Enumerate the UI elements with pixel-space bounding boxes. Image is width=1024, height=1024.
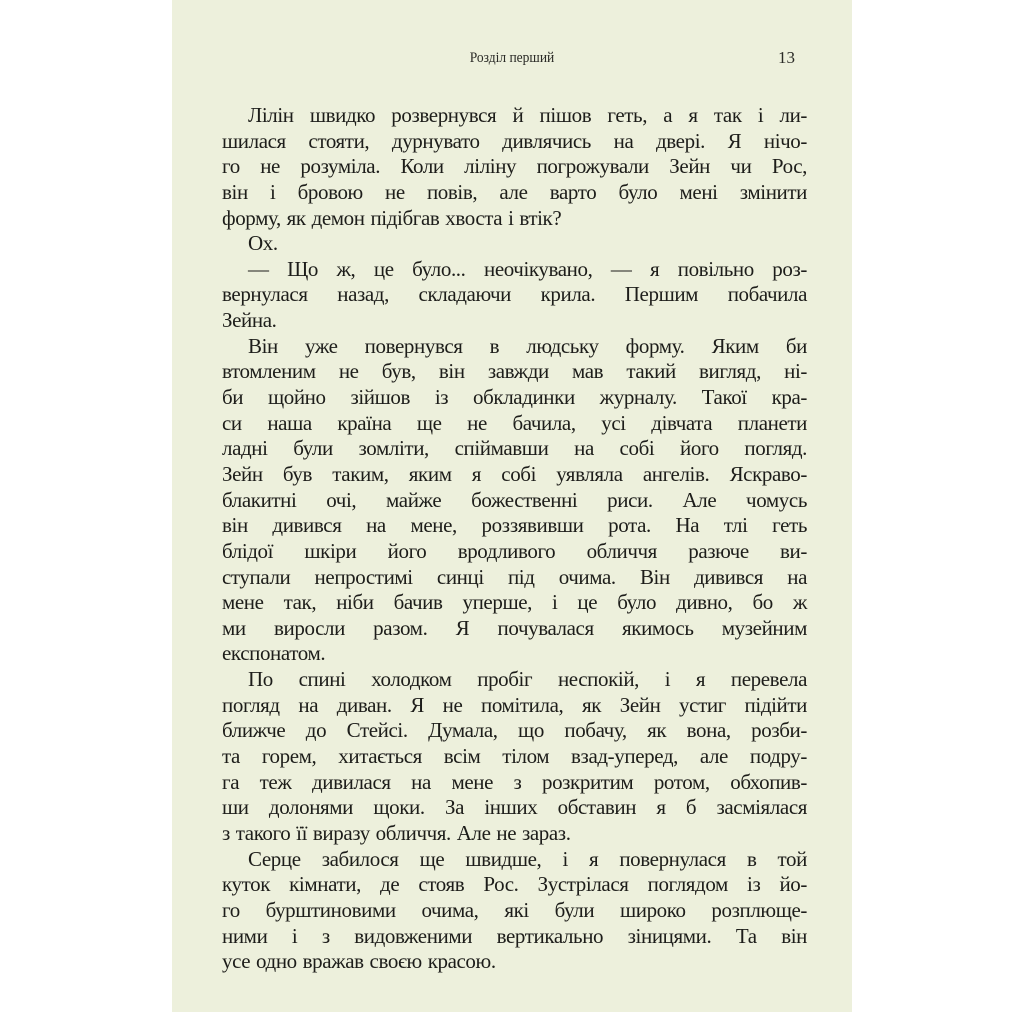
- text-line: погляд на диван. Я не помітила, як Зейн устиг підійти: [222, 692, 807, 717]
- text-line: га теж дивилася на мене з розкритим ротом, обхопив-: [222, 769, 807, 794]
- text-line: експонатом.: [222, 641, 326, 666]
- text-line: форму, як демон підібгав хвоста і втік?: [222, 205, 562, 230]
- text-line: — Що ж, це було... неочікувано, — я повільно роз-: [248, 256, 807, 281]
- text-line: з такого її виразу обличчя. Але не зараз.: [222, 820, 571, 845]
- text-line: ближче до Стейсі. Думала, що побачу, як вона, розби-: [222, 718, 807, 743]
- text-line: си наша країна ще не бачила, усі дівчата планети: [222, 410, 807, 435]
- text-line: ними і з видовженими вертикально зіницями. Та він: [222, 923, 807, 948]
- text-line: Зейн був таким, яким я собі уявляла ангелів. Яскраво-: [222, 461, 807, 486]
- text-line: Серце забилося ще швидше, і я повернулася в той: [248, 846, 807, 871]
- text-line: ши долонями щоки. За інших обставин я б засміялася: [222, 795, 807, 820]
- text-line: Лілін швидко розвернувся й пішов геть, а я так і ли-: [248, 103, 807, 127]
- text-line: блідої шкіри його вродливого обличчя разюче ви-: [222, 538, 807, 563]
- text-line: Він уже повернувся в людську форму. Яким би: [248, 333, 807, 358]
- text-line: ступали непростимі синці під очима. Він дивився на: [222, 564, 807, 589]
- text-line: він і бровою не повів, але варто було мені змінити: [222, 179, 807, 204]
- running-title: Розділ перший: [469, 50, 555, 66]
- text-line: Зейна.: [222, 308, 277, 333]
- text-line: Ох.: [248, 231, 278, 256]
- text-line: куток кімнати, де стояв Рос. Зустрілася поглядом із йо-: [222, 872, 807, 897]
- page-number: 13: [778, 48, 795, 67]
- book-page: [172, 0, 852, 1012]
- text-line: мене так, ніби бачив уперше, і це було дивно, бо ж: [222, 590, 807, 615]
- text-line: він дивився на мене, роззявивши рота. На тлі геть: [222, 513, 807, 538]
- text-line: би щойно зійшов із обкладинки журналу. Такої кра-: [222, 385, 807, 410]
- text-line: усе одно вражав своєю красою.: [222, 949, 496, 974]
- text-line: ми виросли разом. Я почувалася якимось музейним: [222, 615, 807, 640]
- text-line: та горем, хитається всім тілом взад-уперед, але подру-: [222, 744, 807, 769]
- body-text: [222, 103, 807, 975]
- text-line: По спині холодком пробіг неспокій, і я перевела: [248, 667, 807, 692]
- text-line: го бурштиновими очима, які були широко розплюще-: [222, 897, 807, 922]
- text-line: ладні були зомліти, спіймавши на собі його погляд.: [222, 436, 807, 461]
- text-line: вернулася назад, складаючи крила. Першим побачила: [222, 282, 807, 307]
- text-line: шилася стояти, дурнувато дивлячись на двері. Я нічо-: [222, 128, 807, 153]
- text-line: го не розуміла. Коли ліліну погрожували Зейн чи Рос,: [222, 154, 807, 179]
- text-line: блакитні очі, майже божественні риси. Але чомусь: [222, 487, 807, 512]
- text-line: втомленим не був, він завжди мав такий вигляд, ні-: [222, 359, 807, 384]
